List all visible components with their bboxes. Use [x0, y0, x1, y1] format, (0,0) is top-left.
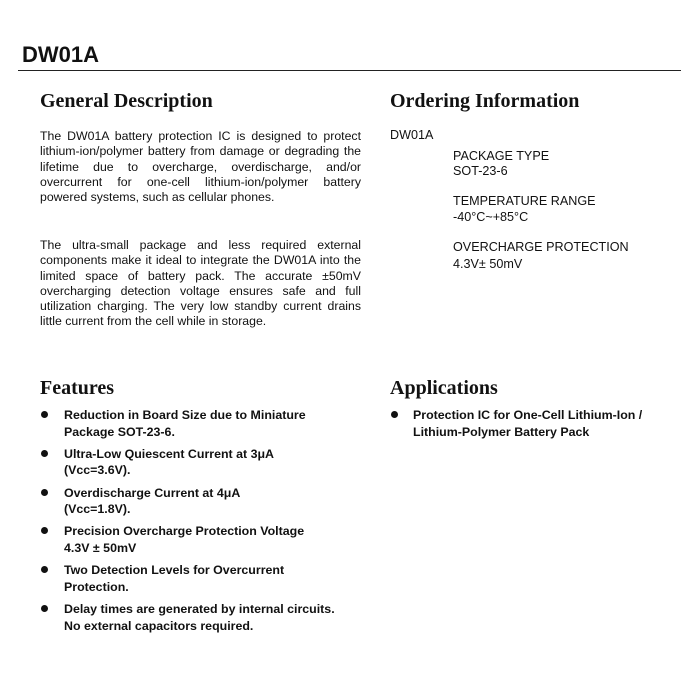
document-title: DW01A [22, 42, 100, 67]
application-item-line-2: Lithium-Polymer Battery Pack [413, 424, 590, 439]
general-description-paragraph-1: The DW01A battery protection IC is designed to protect lithium-ion/polymer battery from damage or degrading the lifetime due to overcharge, overdischarge, and/or overcurrent for one-cell lithium-ion/polymer battery powered systems, such as cellular phones. [40, 129, 361, 205]
bullet-icon [41, 605, 48, 612]
overcharge-protection-value: 4.3V± 50mV [453, 257, 523, 271]
feature-item-line-2: No external capacitors required. [64, 618, 254, 633]
bullet-icon [41, 411, 48, 418]
feature-item-line-2: Protection. [64, 579, 129, 594]
features-list [40, 407, 370, 640]
feature-item [40, 485, 370, 518]
ordering-information-heading: Ordering Information [390, 90, 580, 112]
general-description-heading: General Description [40, 90, 213, 112]
applications-heading: Applications [390, 377, 498, 399]
feature-item-line-2: Package SOT-23-6. [64, 424, 175, 439]
general-description-paragraph-2: The ultra-small package and less required external components make it ideal to integrate the DW01A into the limited space of battery pack. The accurate ±50mV overcharging detection voltage ensures safe and full utilization charging. The very low standby current drains little current from the cell while in storage. [40, 238, 361, 329]
feature-item-line-2: (Vcc=3.6V). [64, 463, 131, 478]
ordering-part-number: DW01A [390, 128, 434, 142]
feature-item-line-1: Delay times are generated by internal circuits. [64, 601, 335, 616]
overcharge-protection-label: OVERCHARGE PROTECTION [453, 240, 629, 254]
feature-item-line-1: Precision Overcharge Protection Voltage [64, 524, 305, 539]
feature-item-line-1: Two Detection Levels for Overcurrent [64, 563, 285, 578]
bullet-icon [41, 450, 48, 457]
bullet-icon [41, 527, 48, 534]
temperature-range-label: TEMPERATURE RANGE [453, 194, 596, 208]
application-item-line-1: Protection IC for One-Cell Lithium-Ion / [413, 408, 643, 422]
feature-item-line-1: Reduction in Board Size due to Miniature [64, 408, 306, 422]
feature-item [40, 446, 370, 479]
bullet-icon [41, 489, 48, 496]
title-divider [18, 70, 681, 71]
feature-item-line-2: (Vcc=1.8V). [64, 502, 131, 517]
applications-list [390, 407, 680, 440]
temperature-range-value: -40°C~+85°C [453, 210, 529, 224]
feature-item-line-1: Ultra-Low Quiescent Current at 3μA [64, 446, 274, 461]
feature-item [40, 601, 370, 634]
bullet-icon [41, 566, 48, 573]
application-item [390, 407, 680, 440]
feature-item [40, 562, 370, 595]
feature-item-line-2: 4.3V ± 50mV [64, 540, 137, 555]
feature-item [40, 407, 370, 440]
feature-item-line-1: Overdischarge Current at 4μA [64, 485, 241, 500]
features-heading: Features [40, 377, 115, 399]
feature-item [40, 523, 370, 556]
bullet-icon [391, 411, 398, 418]
package-type-label: PACKAGE TYPE [453, 149, 550, 163]
package-type-value: SOT-23-6 [453, 164, 508, 178]
